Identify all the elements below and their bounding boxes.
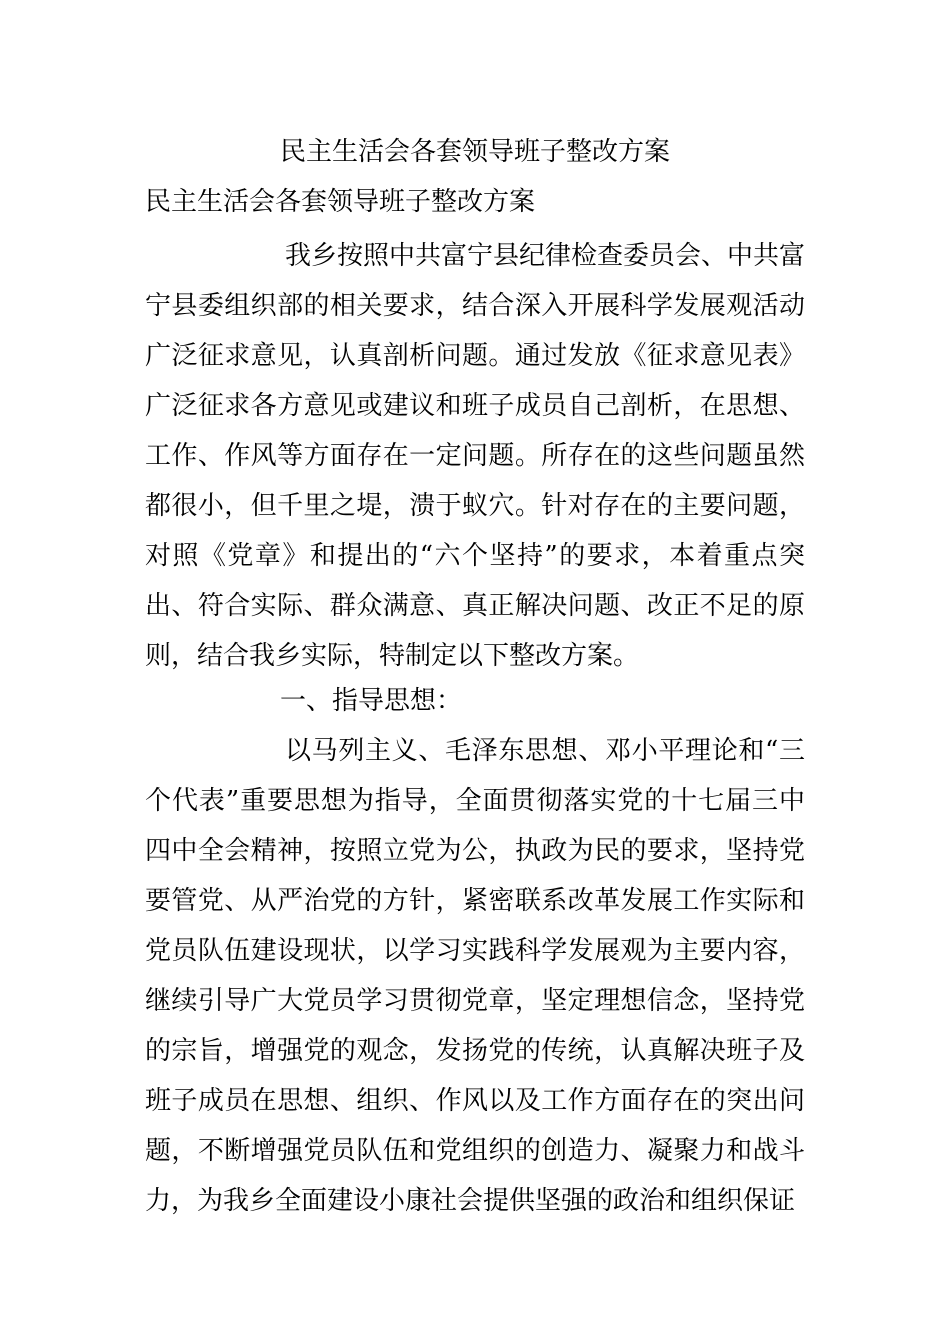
- intro-paragraph: 我乡按照中共富宁县纪律检查委员会、中共富宁县委组织部的相关要求，结合深入开展科学发展观活动广泛征求意见，认真剖析问题。通过发放《征求意见表》广泛征求各方意见或建议和班子成员自己剖析，在思想、工作、作风等方面存在一定问题。所存在的这些问题虽然都很小，但千里之堤，溃于蚁穴。针对存在的主要问题，对照《党章》和提出的“六个坚持”的要求，本着重点突出、符合实际、群众满意、真正解决问题、改正不足的原则，结合我乡实际，特制定以下整改方案。: [145, 241, 806, 671]
- document-subtitle: 民主生活会各套领导班子整改方案: [145, 187, 536, 217]
- document-title: 民主生活会各套领导班子整改方案: [279, 137, 670, 167]
- section-heading-guiding-ideology: 一、指导思想：: [280, 686, 463, 716]
- guiding-ideology-paragraph: 以马列主义、毛泽东思想、邓小平理论和“三个代表”重要思想为指导，全面贯彻落实党的十七届三中四中全会精神，按照立党为公，执政为民的要求，坚持党要管党、从严治党的方针，紧密联系改革发展工作实际和党员队伍建设现状，以学习实践科学发展观为主要内容，继续引导广大党员学习贯彻党章，坚定理想信念，坚持党的宗旨，增强党的观念，发扬党的传统，认真解决班子及班子成员在思想、组织、作风以及工作方面存在的突出问题，不断增强党员队伍和党组织的创造力、凝聚力和战斗力，为我乡全面建设小康社会提供坚强的政治和组织保证: [145, 736, 805, 1216]
